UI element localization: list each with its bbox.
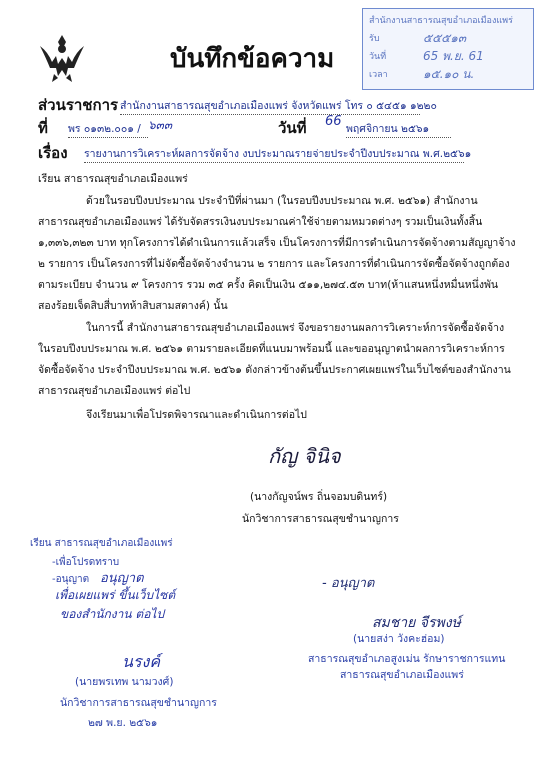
stamp-date-label: วันที่ bbox=[369, 52, 387, 62]
right-note-position: สาธารณสุขอำเภอสูงเม่น รักษาราชการแทน bbox=[308, 653, 506, 665]
para2-line: สาธารณสุขอำเภอเมืองแพร่ ต่อไป bbox=[38, 385, 191, 397]
stamp-recv-label: รับ bbox=[369, 34, 380, 44]
left-note-line2: อนุญาต bbox=[100, 571, 144, 586]
salutation: เรียน สาธารณสุขอำเภอเมืองแพร่ bbox=[38, 173, 188, 185]
left-note-line4: ของสำนักงาน ต่อไป bbox=[60, 607, 165, 621]
ref-label: ที่ bbox=[38, 119, 48, 137]
left-note-line2-label: -อนุญาต bbox=[52, 574, 90, 585]
right-note-approve: - อนุญาต bbox=[322, 576, 375, 591]
received-stamp bbox=[362, 8, 534, 90]
closing: จึงเรียนมาเพื่อโปรดพิจารณาและดำเนินการต่อไป bbox=[86, 409, 307, 421]
subject-value: รายงานการวิเคราะห์ผลการจัดจ้าง งบประมาณรายจ่ายประจำปีงบประมาณ พ.ศ.๒๕๖๑ bbox=[84, 145, 464, 163]
signer-signature: กัญ จินิจ bbox=[268, 444, 341, 468]
stamp-org: สำนักงานสาธารณสุขอำเภอเมืองแพร่ bbox=[369, 16, 513, 26]
para1-line: ตามระเบียบ จำนวน ๙ โครงการ รวม ๓๕ ครั้ง คิดเป็นเงิน ๕๑๑,๒๗๔.๕๓ บาท(ห้าแสนหนึ่งหมื่นหนึ่งพัน bbox=[38, 279, 499, 291]
para1-line: ๑,๓๓๖,๓๒๓ บาท ทุกโครงการได้ดำเนินการแล้วเสร็จ เป็นโครงการที่มีการดำเนินการจัดจ้างตามสัญญาจ้าง bbox=[38, 237, 516, 249]
stamp-date: 65 พ.ย. 61 bbox=[423, 49, 484, 63]
right-note-position2: สาธารณสุขอำเภอเมืองแพร่ bbox=[340, 669, 464, 681]
subject-label: เรื่อง bbox=[38, 144, 68, 162]
ref-value: พร ๐๑๓๒.๐๐๑ / bbox=[68, 120, 148, 138]
left-note-heading: เรียน สาธารณสุขอำเภอเมืองแพร่ bbox=[30, 538, 173, 549]
para1-line: สาธารณสุขอำเภอเมืองแพร่ ได้รับจัดสรรเงินงบประมาณค่าใช้จ่ายตามหมวดต่างๆ รวมเป็นเงินทั้งสิ้น bbox=[38, 216, 483, 228]
para2-line: จัดซื้อจัดจ้าง ประจำปีงบประมาณ พ.ศ. ๒๕๖๑ ดังกล่าวข้างต้นขึ้นประกาศเผยแพร่ในเว็บไซต์ของสำนักงาน bbox=[38, 364, 511, 376]
left-note-line1: -เพื่อโปรดทราบ bbox=[52, 557, 120, 568]
right-note-signature: สมชาย จีรพงษ์ bbox=[372, 615, 461, 631]
date-value: พฤศจิกายน ๒๕๖๑ bbox=[346, 120, 451, 138]
left-note-signature: นรงค์ bbox=[122, 652, 161, 671]
para1-line: ด้วยในรอบปีงบประมาณ ประจำปีที่ผ่านมา (ในรอบปีงบประมาณ พ.ศ. ๒๕๖๑) สำนักงาน bbox=[86, 195, 478, 207]
garuda-emblem bbox=[38, 32, 86, 84]
signer-position: นักวิชาการสาธารณสุขชำนาญการ bbox=[242, 513, 399, 525]
left-note-line3: เพื่อเผยแพร่ ขึ้นเว็บไซต์ bbox=[55, 588, 176, 602]
para2-line: ในการนี้ สำนักงานสาธารณสุขอำเภอเมืองแพร่ จึงขอรายงานผลการวิเคราะห์การจัดซื้อจัดจ้าง bbox=[86, 322, 505, 334]
date-day: 66 bbox=[325, 114, 342, 129]
signer-name: (นางกัญจน์พร ถิ่นจอมบดินทร์) bbox=[250, 491, 388, 503]
right-note-name: (นายสง่า วังคะฮ่อม) bbox=[353, 633, 445, 645]
agency-label: ส่วนราชการ bbox=[38, 96, 119, 114]
left-note-position: นักวิชาการสาธารณสุขชำนาญการ bbox=[60, 697, 217, 709]
agency-value: สำนักงานสาธารณสุขอำเภอเมืองแพร่ จังหวัดแพร่ โทร ๐ ๕๔๕๑ ๑๒๒๐ bbox=[120, 97, 420, 115]
left-note-date: ๒๗ พ.ย. ๒๕๖๑ bbox=[88, 717, 158, 729]
date-label: วันที่ bbox=[278, 119, 307, 137]
stamp-time: ๑๕.๑๐ น. bbox=[423, 67, 475, 81]
memo-title: บันทึกข้อความ bbox=[170, 44, 335, 74]
stamp-recv-no: ๕๕๕๑๓ bbox=[423, 31, 467, 45]
stamp-time-label: เวลา bbox=[369, 70, 388, 80]
para2-line: ในรอบปีงบประมาณ พ.ศ. ๒๕๖๑ ตามรายละเอียดที่แนบมาพร้อมนี้ และขออนุญาตนำผลการวิเคราะห์การ bbox=[38, 343, 505, 355]
para1-line: ๒ รายการ เป็นโครงการที่ไม่จัดซื้อจัดจ้างจำนวน ๒ รายการ และโครงการที่ดำเนินการจัดซื้อจัดจ้างถูกต้อง bbox=[38, 258, 510, 270]
para1-line: สองร้อยเจ็ดสิบสี่บาทห้าสิบสามสตางค์) นั้น bbox=[38, 300, 228, 312]
ref-number: ๖๓๓ bbox=[148, 118, 173, 132]
left-note-name: (นายพรเทพ นามวงศ์) bbox=[75, 676, 174, 688]
